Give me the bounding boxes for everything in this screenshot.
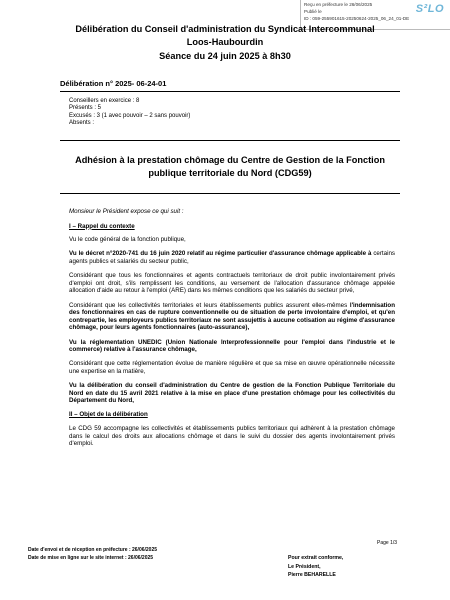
header-title: Délibération du Conseil d'administration du Syndicat Intercommunal [75, 24, 375, 34]
intro-text: Monsieur le Président expose ce qui suit : [69, 208, 184, 215]
section-1-title: I – Rappel du contexte [69, 222, 135, 230]
header-session: Séance du 24 juin 2025 à 8h30 [159, 51, 291, 61]
paragraph [69, 250, 395, 265]
deliberation-subject: Adhésion à la prestation chômage du Centre de Gestion de la Fonction publique territoriale du Nord (CDG59) [75, 155, 385, 178]
paragraph: Vu la délibération du conseil d'administration du Centre de gestion de la Fonction Publique Territoriale du Nord en date du 15 avril 2021 relative à la mise en place d'une prestation chômage pour les collectivités du Département du Nord, [69, 382, 395, 405]
footer-dates [28, 546, 157, 562]
signatory-role: Le Président, [288, 563, 321, 570]
certified-line: Pour extrait conforme, [288, 555, 344, 561]
count-line: Présents : 5 [69, 105, 102, 112]
count-line: Absents : [69, 120, 95, 127]
signature-block [288, 554, 343, 580]
paragraph-bold: Vu le décret n°2020-741 du 16 juin 2020 relatif au régime particulier d'assurance chômage applicable à [69, 250, 372, 258]
deliberation-number: Délibération n° 2025- 06-24-01 [60, 79, 167, 88]
page-number: Page 1/3 [377, 540, 398, 546]
stamp-published-line: Publié le [304, 9, 322, 14]
stamp-id-line: ID : 059-255901615-20250624-2025_06_24_01-DE [304, 16, 410, 21]
online-date: Date de mise en ligne sur le site internet : 26/06/2025 [28, 555, 154, 561]
stamp-received-line: Reçu en préfecture le 26/06/2025 [304, 2, 373, 7]
document-body [69, 208, 395, 454]
subject-divider-bottom [60, 193, 400, 194]
count-line: Conseillers en exercice : 8 [69, 98, 140, 104]
paragraph: Considérant que cette réglementation évolue de manière régulière et que sa mise en œuvre opérationnelle nécessite une expertise en la matière, [69, 360, 395, 375]
count-line: Excusés : 3 (1 avec pouvoir – 2 sans pouvoir) [69, 112, 191, 119]
paragraph: Le CDG 59 accompagne les collectivités et établissements publics territoriaux qui adhèrent à la prestation chômage dans le calcul des droits aux allocations chômage et dans le suivi du dossier des agents involontairement privés d'emploi. [69, 425, 395, 448]
attendance-counts [69, 98, 190, 128]
sent-date: Date d'envoi et de réception en préfecture : 26/06/2025 [28, 547, 158, 553]
header-place: Loos-Haubourdin [186, 37, 264, 47]
paragraph-text: certains agents publics et salariés du secteur public, [69, 250, 395, 265]
s2lo-logo: S²LO [415, 3, 444, 15]
signatory-name: Pierre BEHARELLE [288, 572, 336, 579]
paragraph [69, 302, 395, 332]
paragraph-bold: l'indemnisation des fonctionnaires en cas de rupture conventionnelle ou de situation de perte involontaire d'emploi, et qu'en contrepartie, les employeurs publics territoriaux ne sont assujettis à aucune cotisation au régime d'assurance chômage, pour leurs agents fonctionnaires (auto-assurance), [69, 301, 395, 332]
section-2-title: II – Objet de la délibération [69, 411, 148, 419]
paragraph: Vu la réglementation UNEDIC (Union Nationale Interprofessionnelle pour l'emploi dans l'industrie et le commerce) relative à l'assurance chômage, [69, 338, 395, 354]
subject-divider-top [60, 140, 400, 141]
paragraph: Considérant que tous les fonctionnaires et agents contractuels territoriaux de droit public involontairement privés d'emploi ont droit, s'ils remplissent les conditions, au versement de l'allocation d'assurance chômage appelée allocation d'aide au retour à l'emploi (ARE) dans les mêmes conditions que les salariés du secteur privé, [69, 272, 395, 295]
paragraph-text: Considérant que les collectivités territoriales et leurs établissements publics assurent elles-mêmes [69, 301, 348, 309]
paragraph: Vu le code général de la fonction publique, [69, 236, 186, 244]
header-divider [60, 91, 400, 92]
